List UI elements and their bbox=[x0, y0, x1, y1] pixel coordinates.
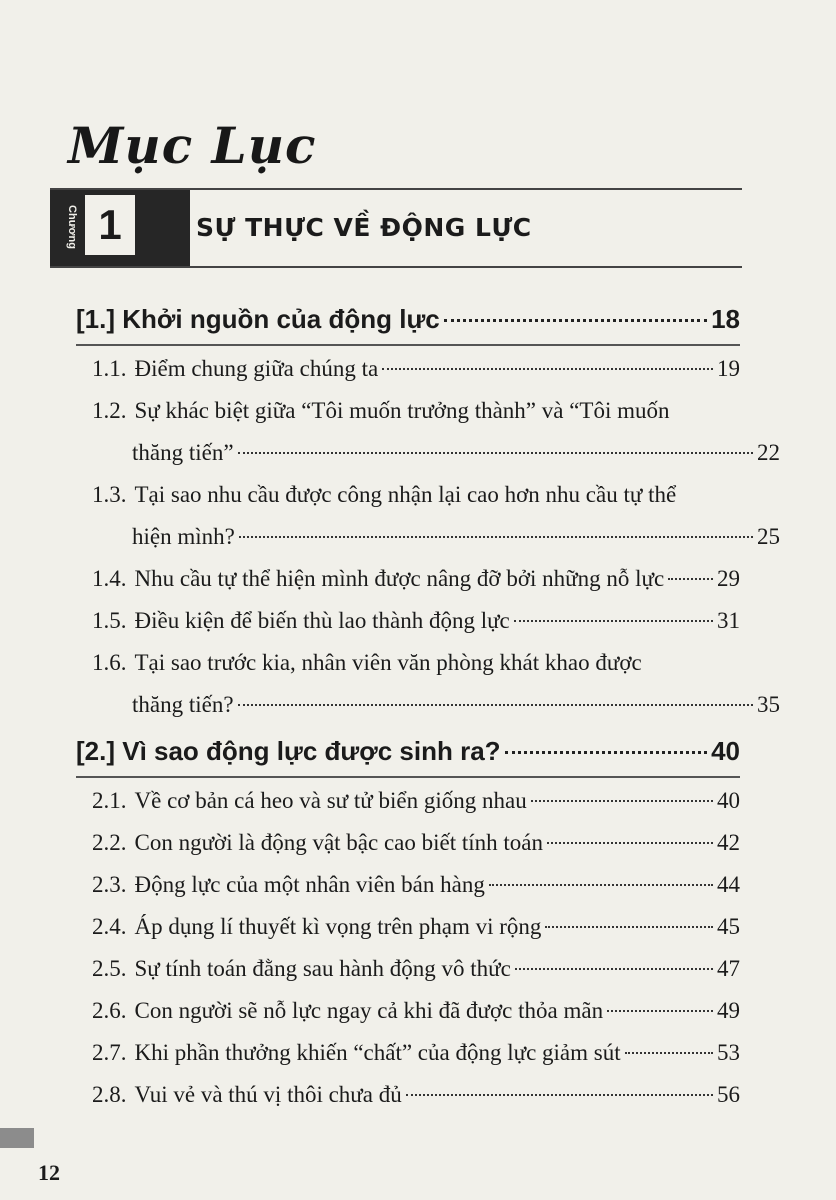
toc-item-continuation bbox=[92, 684, 780, 726]
toc-section[interactable] bbox=[76, 726, 740, 776]
toc-section-title: [1.] Khởi nguồn của động lực bbox=[76, 304, 440, 334]
toc-item-line bbox=[92, 558, 740, 600]
toc-item-text: Về cơ bản cá heo và sư tử biển giống nhau bbox=[134, 788, 527, 813]
spine-mark bbox=[10, 40, 30, 120]
dot-leader bbox=[531, 800, 713, 802]
toc-item-text: Tại sao nhu cầu được công nhận lại cao hơn nhu cầu tự thể bbox=[134, 482, 677, 507]
toc-section-page: 40 bbox=[711, 736, 740, 766]
toc-item-line bbox=[92, 1074, 740, 1116]
toc-item-line bbox=[92, 600, 740, 642]
dot-leader bbox=[489, 884, 713, 886]
toc-item-line bbox=[92, 780, 740, 822]
dot-leader bbox=[547, 842, 713, 844]
toc-item-page: 47 bbox=[717, 956, 740, 981]
toc-item-line bbox=[92, 822, 740, 864]
toc-section-page: 18 bbox=[711, 304, 740, 334]
toc-item[interactable] bbox=[76, 864, 740, 906]
toc-item[interactable] bbox=[76, 558, 740, 600]
toc-item-text: hiện mình? bbox=[132, 524, 235, 549]
toc-item-number: 1.6. bbox=[92, 650, 127, 675]
toc-item-page: 56 bbox=[717, 1082, 740, 1107]
dot-leader bbox=[515, 968, 713, 970]
toc-item-line bbox=[92, 990, 740, 1032]
chapter-header bbox=[50, 188, 742, 268]
toc-item[interactable] bbox=[76, 348, 740, 390]
toc-item[interactable] bbox=[76, 948, 740, 990]
toc-item-page: 49 bbox=[717, 998, 740, 1023]
toc-item-text: Động lực của một nhân viên bán hàng bbox=[134, 872, 485, 897]
toc-item[interactable] bbox=[76, 1074, 740, 1116]
toc-item-continuation bbox=[92, 432, 780, 474]
dot-leader bbox=[406, 1094, 713, 1096]
toc-item-text: Khi phần thưởng khiến “chất” của động lực giảm sút bbox=[134, 1040, 621, 1065]
toc-item-number: 1.5. bbox=[92, 608, 127, 633]
toc-item-line bbox=[92, 1032, 740, 1074]
toc-item-number: 2.4. bbox=[92, 914, 127, 939]
toc-item-page: 44 bbox=[717, 872, 740, 897]
toc-item-page: 40 bbox=[717, 788, 740, 813]
toc-item-line bbox=[92, 948, 740, 990]
dot-leader bbox=[514, 620, 713, 622]
toc-item-page: 29 bbox=[717, 566, 740, 591]
table-of-contents bbox=[76, 294, 780, 1116]
toc-section-row[interactable] bbox=[76, 294, 740, 346]
toc-item-text: Con người sẽ nỗ lực ngay cả khi đã được thỏa mãn bbox=[134, 998, 604, 1023]
toc-item-text: Con người là động vật bậc cao biết tính toán bbox=[134, 830, 544, 855]
toc-item-text: Tại sao trước kia, nhân viên văn phòng khát khao được bbox=[134, 650, 642, 675]
chapter-title: SỰ THỰC VỀ ĐỘNG LỰC bbox=[196, 213, 532, 242]
dot-leader bbox=[444, 319, 707, 322]
toc-item-number: 1.2. bbox=[92, 398, 127, 423]
toc-item-line bbox=[92, 474, 740, 516]
toc-item-page: 42 bbox=[717, 830, 740, 855]
toc-item[interactable] bbox=[76, 474, 780, 558]
toc-item-line bbox=[92, 642, 740, 684]
toc-item-text: Điểm chung giữa chúng ta bbox=[134, 356, 379, 381]
dot-leader bbox=[382, 368, 713, 370]
toc-item-text: Sự tính toán đằng sau hành động vô thức bbox=[134, 956, 511, 981]
toc-item-number: 2.2. bbox=[92, 830, 127, 855]
toc-item-continuation bbox=[92, 516, 780, 558]
toc-item-number: 1.1. bbox=[92, 356, 127, 381]
toc-item-page: 25 bbox=[757, 524, 780, 549]
toc-item-page: 53 bbox=[717, 1040, 740, 1065]
toc-item[interactable] bbox=[76, 990, 740, 1032]
toc-item[interactable] bbox=[76, 1032, 740, 1074]
toc-item-page: 22 bbox=[757, 440, 780, 465]
toc-item-number: 2.8. bbox=[92, 1082, 127, 1107]
dot-leader bbox=[238, 704, 753, 706]
toc-item-text: Áp dụng lí thuyết kì vọng trên phạm vi rộng bbox=[134, 914, 542, 939]
toc-item[interactable] bbox=[76, 780, 740, 822]
toc-item-text: Nhu cầu tự thể hiện mình được nâng đỡ bởi những nỗ lực bbox=[134, 566, 665, 591]
toc-item-page: 19 bbox=[717, 356, 740, 381]
toc-item-number: 2.6. bbox=[92, 998, 127, 1023]
toc-item-line bbox=[92, 390, 740, 432]
dot-leader bbox=[239, 536, 753, 538]
toc-item-line bbox=[92, 864, 740, 906]
chapter-label: Chương bbox=[66, 205, 78, 249]
toc-item[interactable] bbox=[76, 906, 740, 948]
dot-leader bbox=[668, 578, 713, 580]
toc-item-text: thăng tiến” bbox=[132, 440, 234, 465]
toc-section[interactable] bbox=[76, 294, 740, 344]
toc-section-row[interactable] bbox=[76, 726, 740, 778]
toc-item[interactable] bbox=[76, 642, 780, 726]
toc-item-text: Vui vẻ và thú vị thôi chưa đủ bbox=[134, 1082, 402, 1107]
toc-item-number: 2.7. bbox=[92, 1040, 127, 1065]
toc-item-page: 45 bbox=[717, 914, 740, 939]
page-edge-tab bbox=[0, 1128, 34, 1148]
toc-item-number: 2.5. bbox=[92, 956, 127, 981]
toc-item-line bbox=[92, 348, 740, 390]
toc-item-page: 35 bbox=[757, 692, 780, 717]
toc-item-page: 31 bbox=[717, 608, 740, 633]
dot-leader bbox=[607, 1010, 713, 1012]
toc-item[interactable] bbox=[76, 600, 740, 642]
dot-leader bbox=[505, 751, 708, 754]
page-title: Mục Lục bbox=[68, 115, 317, 175]
page-number: 12 bbox=[38, 1160, 60, 1185]
toc-item[interactable] bbox=[76, 390, 780, 474]
toc-item-text: thăng tiến? bbox=[132, 692, 234, 717]
toc-item[interactable] bbox=[76, 822, 740, 864]
chapter-tab bbox=[50, 190, 190, 266]
toc-item-line bbox=[92, 906, 740, 948]
dot-leader bbox=[545, 926, 713, 928]
toc-item-text: Điều kiện để biến thù lao thành động lực bbox=[134, 608, 510, 633]
dot-leader bbox=[625, 1052, 713, 1054]
toc-item-text: Sự khác biệt giữa “Tôi muốn trưởng thành” và “Tôi muốn bbox=[134, 398, 670, 423]
toc-item-number: 1.3. bbox=[92, 482, 127, 507]
chapter-number: 1 bbox=[85, 195, 135, 255]
toc-item-number: 2.3. bbox=[92, 872, 127, 897]
toc-item-number: 2.1. bbox=[92, 788, 127, 813]
toc-section-title: [2.] Vì sao động lực được sinh ra? bbox=[76, 736, 501, 766]
dot-leader bbox=[238, 452, 753, 454]
toc-item-number: 1.4. bbox=[92, 566, 127, 591]
